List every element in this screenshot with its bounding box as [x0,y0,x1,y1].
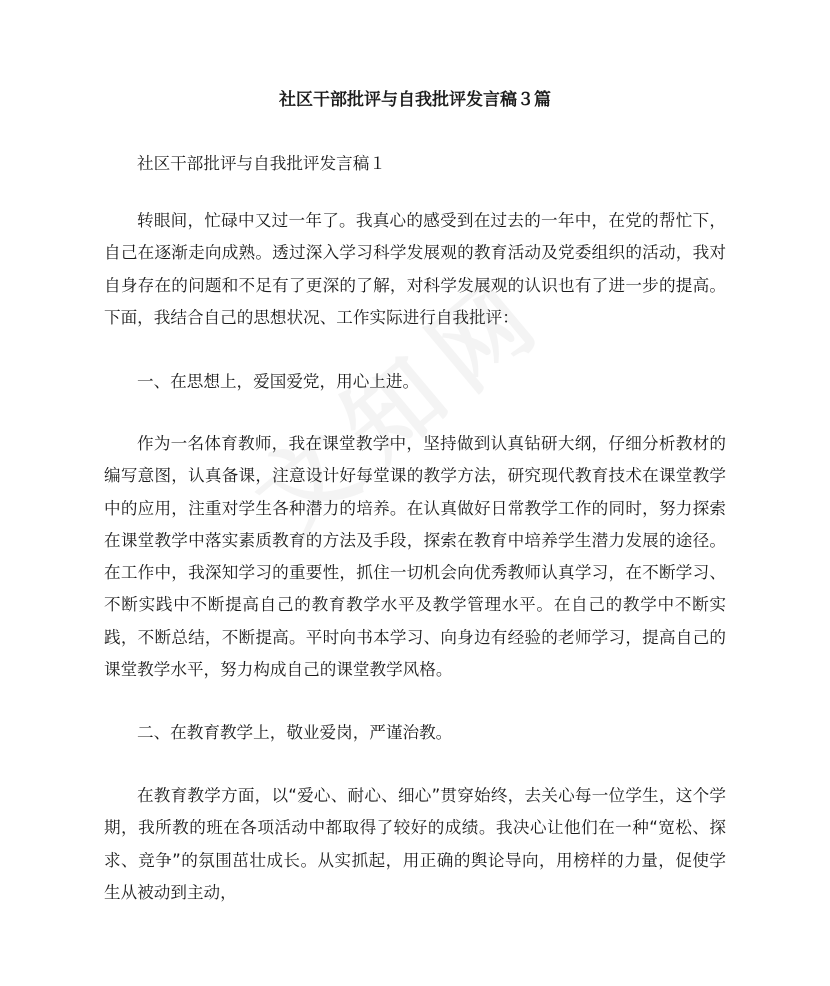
document-title: 社区干部批评与自我批评发言稿３篇 [279,90,551,110]
paragraph-education: 在教育教学方面，以“爱心、耐心、细心”贯穿始终，去关心每一位学生，这个学期，我所教的班在各项活动中都取得了较好的成绩。我决心让他们在一种“宽松、探求、竞争”的氛围茁壮成长。从实抓起，用正确的舆论导向，用榜样的力量，促使学生从被动到主动， [104,786,726,902]
paragraph-teaching: 作为一名体育教师，我在课堂教学中，坚持做到认真钻研大纲，仔细分析教材的编写意图，认真备课，注意设计好每堂课的教学方法，研究现代教育技术在课堂教学中的应用，注重对学生各种潜力的培养。在认真做好日常教学工作的同时，努力探索在课堂教学中落实素质教育的方法及手段，探索在教育中培养学生潜力发展的途径。在工作中，我深知学习的重要性，抓住一切机会向优秀教师认真学习，在不断学习、不断实践中不断提高自己的教育教学水平及教学管理水平。在自己的教学中不断实践，不断总结，不断提高。平时向书本学习、向身边有经验的老师学习，提高自己的课堂教学水平，努力构成自己的课堂教学风格。 [104,434,726,680]
section-heading-2: 二、在教育教学上，敬业爱岗，严谨治教。 [137,723,453,742]
document-subtitle: 社区干部批评与自我批评发言稿１ [137,154,386,173]
section-heading-1: 一、在思想上，爱国爱党，用心上进。 [137,372,420,391]
paragraph-intro: 转眼间，忙碌中又过一年了。我真心的感受到在过去的一年中，在党的帮忙下，自己在逐渐走向成熟。透过深入学习科学发展观的教育活动及党委组织的活动，我对自身存在的问题和不足有了更深的了解，对科学发展观的认识也有了进一步的提高。下面，我结合自己的思想状况、工作实际进行自我批评： [104,211,726,327]
